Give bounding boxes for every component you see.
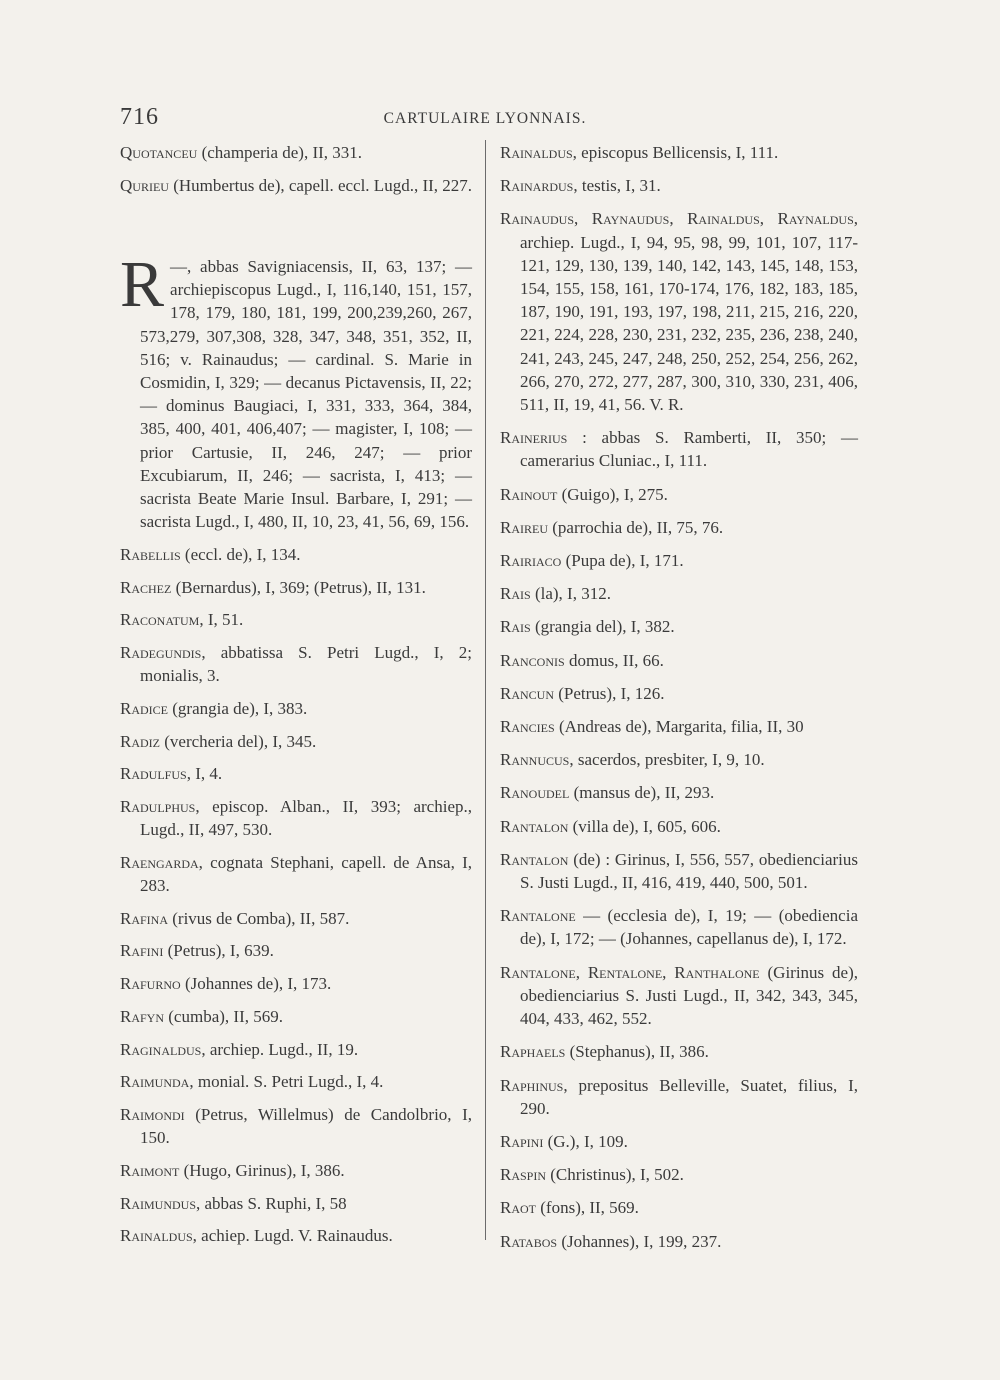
entry-text: , archiep. Lugd., II, 19. bbox=[201, 1039, 359, 1059]
index-entry bbox=[500, 904, 858, 950]
entry-headword: Rantalon bbox=[500, 816, 569, 836]
index-entry bbox=[500, 1130, 858, 1153]
right-column bbox=[500, 141, 858, 1263]
entry-text: (grangia de), I, 383. bbox=[168, 698, 308, 718]
entry-headword: Rairiaco bbox=[500, 551, 562, 571]
entry-headword: Rainerius bbox=[500, 428, 568, 448]
entry-headword: Rapini bbox=[500, 1131, 544, 1151]
entry-text: (Andreas de), Margarita, filia, II, 30 bbox=[554, 717, 804, 737]
entry-headword: Raengarda bbox=[120, 852, 199, 872]
index-entry bbox=[120, 1005, 472, 1028]
entry-headword: Rabellis bbox=[120, 544, 181, 564]
entry-text: , episcop. Alban., II, 393; archiep., Lugd., II, 497, 530. bbox=[140, 796, 472, 840]
entry-text: , I, 51. bbox=[199, 610, 244, 630]
index-entry bbox=[120, 1224, 472, 1247]
entry-headword: Rafyn bbox=[120, 1006, 165, 1026]
entry-text: , sacerdos, presbiter, I, 9, 10. bbox=[569, 750, 765, 770]
entry-headword: Raimunda bbox=[120, 1072, 190, 1092]
index-entry bbox=[500, 781, 858, 804]
index-entry bbox=[120, 1159, 472, 1182]
entry-headword: Raimondi bbox=[120, 1105, 185, 1124]
entry-text: (Christinus), I, 502. bbox=[546, 1165, 684, 1185]
entry-headword: Rannucus bbox=[500, 750, 570, 770]
entry-headword: Raphaels bbox=[500, 1042, 566, 1062]
entry-text: (fons), II, 569. bbox=[536, 1198, 639, 1218]
index-entry bbox=[120, 697, 472, 720]
entry-text: (Johannes), I, 199, 237. bbox=[557, 1231, 722, 1251]
entry-headword: Quotanceu bbox=[120, 143, 198, 162]
index-entry bbox=[500, 615, 858, 638]
column-divider bbox=[485, 140, 486, 1240]
index-entry bbox=[120, 1070, 472, 1093]
index-entry bbox=[120, 851, 472, 897]
entry-headword: Radegundis bbox=[120, 642, 202, 662]
index-entry bbox=[120, 247, 472, 533]
entry-headword: Radulfus bbox=[120, 764, 187, 784]
entry-headword: Raimundus bbox=[120, 1193, 197, 1213]
index-entry bbox=[500, 516, 858, 539]
entry-text: (Petrus), I, 126. bbox=[554, 683, 665, 703]
entry-headword: Rantalone, Rentalone, Ranthalone bbox=[500, 962, 760, 982]
entry-headword: Rafurno bbox=[120, 974, 181, 994]
index-entry bbox=[120, 174, 472, 197]
entry-headword: Rainout bbox=[500, 484, 558, 504]
entry-text: , archiep. Lugd., I, 94, 95, 98, 99, 101, 107, 117-121, 129, 130, 139, 140, 142, 143, 145, 148, 153, 154, 155, 158, 161, 170-174, 176, 182, 183, 185, 187, 190, 191, 193, 197, 198, 211, 215, 216, 220, 221, 224, 228, 230, 231, 232, 235, 236, 238, 240, 241, 243, 245, 247, 248, 250, 252, 254, 256, 262, 266, 270, 272, 277, 287, 300, 310, 330, 231, 406, 511, II, 19, 41, 56. V. R. bbox=[520, 209, 858, 415]
entry-text: (Stephanus), II, 386. bbox=[565, 1042, 709, 1062]
entry-text: (Petrus), I, 639. bbox=[163, 941, 274, 961]
entry-text: (Petrus, Willelmus) de Candolbrio, I, 150. bbox=[140, 1105, 472, 1148]
index-entry bbox=[500, 815, 858, 838]
index-entry bbox=[120, 641, 472, 687]
entry-headword: Rachez bbox=[120, 577, 172, 597]
index-entry bbox=[500, 141, 858, 164]
entry-headword: Raconatum bbox=[120, 610, 200, 630]
entry-text: : abbas S. Ramberti, II, 350; — camerarius Cluniac., I, 111. bbox=[520, 428, 858, 471]
entry-text: (grangia del), I, 382. bbox=[530, 617, 675, 637]
entry-headword: Rainaldus bbox=[120, 1226, 193, 1246]
entry-text: , I, 4. bbox=[186, 764, 223, 784]
entry-headword: Raot bbox=[500, 1198, 537, 1218]
index-entry bbox=[500, 848, 858, 894]
entry-headword: Ratabos bbox=[500, 1231, 558, 1251]
entry-headword: Raginaldus bbox=[120, 1039, 202, 1059]
entry-text: , abbas S. Ruphi, I, 58 bbox=[196, 1193, 347, 1213]
entry-text: (Bernardus), I, 369; (Petrus), II, 131. bbox=[171, 577, 426, 597]
entry-text: (la), I, 312. bbox=[530, 584, 611, 604]
entry-text: , episcopus Bellicensis, I, 111. bbox=[572, 143, 779, 162]
entry-headword: Rancun bbox=[500, 683, 555, 703]
entry-text: , testis, I, 31. bbox=[573, 176, 661, 196]
index-entry bbox=[120, 730, 472, 753]
entry-text: (cumba), II, 569. bbox=[164, 1006, 283, 1026]
entry-headword: Qurieu bbox=[120, 175, 169, 195]
running-head: CARTULAIRE LYONNAIS. bbox=[383, 110, 587, 127]
entry-text: (champeria de), II, 331. bbox=[197, 143, 363, 162]
entry-text: (villa de), I, 605, 606. bbox=[568, 816, 721, 836]
entry-headword: Rais bbox=[500, 617, 531, 637]
index-entry bbox=[120, 762, 472, 785]
entry-headword: Rantalon bbox=[500, 849, 569, 869]
entry-headword: Rafini bbox=[120, 941, 164, 961]
entry-text: , prepositus Belleville, Suatet, filius, I, 290. bbox=[520, 1075, 858, 1118]
index-entry bbox=[500, 426, 858, 472]
entry-headword: Rainaldus bbox=[500, 143, 573, 162]
entry-headword: Rantalone bbox=[500, 906, 576, 926]
entry-text: —, abbas Savigniacensis, II, 63, 137; —archiepiscopus Lugd., I, 116,140, 151, 157, 178, 179, 180, 181, 199, 200,239,260, 267, 573,279, 307,308, 328, 347, 348, 351, 352, II, 516; v. Rainaudus; — cardinal. S. Marie in Cosmidin, I, 329; — decanus Pictavensis, II, 22; — dominus Baugiaci, I, 331, 333, 364, 384, 385, 400, 401, 406,407; — magister, I, 108; — prior Cartusie, II, 246, 247; — prior Excubiarum, II, 246; — sacrista, I, 413; — sacrista Beate Marie Insul. Barbare, I, 291; — sacrista Lugd., I, 480, II, 10, 23, 41, 56, 69, 156. bbox=[140, 256, 472, 532]
entry-headword: Ranconis bbox=[500, 650, 565, 670]
entry-headword: Rais bbox=[500, 584, 531, 604]
entry-text: (Hugo, Girinus), I, 386. bbox=[179, 1160, 345, 1180]
index-entry bbox=[120, 1038, 472, 1061]
entry-headword: Rafina bbox=[120, 908, 169, 928]
index-entry bbox=[120, 1192, 472, 1215]
entry-text: — (ecclesia de), I, 19; — (obediencia de), I, 172; — (Johannes, capellanus de), I, 172. bbox=[520, 906, 858, 949]
index-entry bbox=[500, 549, 858, 572]
index-entry bbox=[120, 576, 472, 599]
entry-text: (Girinus de), obedienciarius S. Justi Lugd., II, 342, 343, 345, 404, 433, 462, 552. bbox=[520, 962, 859, 1029]
entry-text: (rivus de Comba), II, 587. bbox=[168, 908, 350, 928]
index-entry bbox=[500, 682, 858, 705]
entry-text: (parrochia de), II, 75, 76. bbox=[548, 517, 724, 537]
entry-headword: Rainardus bbox=[500, 176, 574, 196]
entry-text: (mansus de), II, 293. bbox=[569, 783, 715, 803]
index-entry bbox=[500, 1040, 858, 1063]
entry-headword: Ranoudel bbox=[500, 783, 570, 803]
entry-headword: Radiz bbox=[120, 731, 160, 751]
index-entry bbox=[120, 141, 472, 164]
entry-text: domus, II, 66. bbox=[564, 650, 664, 670]
entry-text: (G.), I, 109. bbox=[543, 1131, 628, 1151]
entry-text: , monial. S. Petri Lugd., I, 4. bbox=[189, 1072, 384, 1092]
left-column bbox=[120, 141, 472, 1257]
entry-text: , cognata Stephani, capell. de Ansa, I, 283. bbox=[140, 852, 472, 896]
entry-text: (Guigo), I, 275. bbox=[557, 484, 668, 504]
index-entry bbox=[120, 939, 472, 962]
entry-headword: Radulphus bbox=[120, 796, 196, 816]
entry-headword: Rancies bbox=[500, 717, 555, 737]
index-entry bbox=[120, 795, 472, 841]
entry-text: , abbatissa S. Petri Lugd., I, 2; monialis, 3. bbox=[140, 642, 472, 686]
index-entry bbox=[500, 1163, 858, 1186]
entry-text: (Humbertus de), capell. eccl. Lugd., II, 227. bbox=[168, 175, 473, 195]
index-entry bbox=[120, 1103, 472, 1149]
entry-headword: Raireu bbox=[500, 517, 549, 537]
entry-text: (vercheria del), I, 345. bbox=[160, 731, 317, 751]
entry-headword: Radice bbox=[120, 698, 169, 718]
index-entry bbox=[120, 907, 472, 930]
entry-headword: Raspin bbox=[500, 1165, 547, 1185]
index-entry bbox=[500, 582, 858, 605]
index-entry bbox=[500, 174, 858, 197]
index-entry bbox=[500, 715, 858, 738]
page-number: 716 bbox=[120, 104, 159, 130]
entry-text: (eccl. de), I, 134. bbox=[180, 544, 301, 564]
index-entry bbox=[500, 649, 858, 672]
index-entry bbox=[500, 1074, 858, 1120]
index-entry bbox=[500, 961, 858, 1031]
index-entry bbox=[120, 608, 472, 631]
index-entry bbox=[500, 207, 858, 416]
initial-letter: R bbox=[120, 247, 165, 321]
index-entry bbox=[500, 483, 858, 506]
entry-text: (Pupa de), I, 171. bbox=[561, 551, 684, 571]
entry-text: , achiep. Lugd. V. Rainaudus. bbox=[192, 1226, 393, 1246]
index-entry bbox=[500, 748, 858, 771]
index-entry bbox=[500, 1230, 858, 1253]
entry-headword: Rainaudus, Raynaudus, Rainaldus, Raynaldus bbox=[500, 209, 854, 229]
entry-text: (Johannes de), I, 173. bbox=[180, 974, 332, 994]
entry-headword: Raimont bbox=[120, 1160, 180, 1180]
entry-headword: Raphinus bbox=[500, 1075, 564, 1095]
index-entry bbox=[120, 972, 472, 995]
entry-text: (de) : Girinus, I, 556, 557, obedienciarius S. Justi Lugd., II, 416, 419, 440, 500, 501. bbox=[520, 849, 858, 893]
index-entry bbox=[500, 1196, 858, 1219]
index-entry bbox=[120, 543, 472, 566]
